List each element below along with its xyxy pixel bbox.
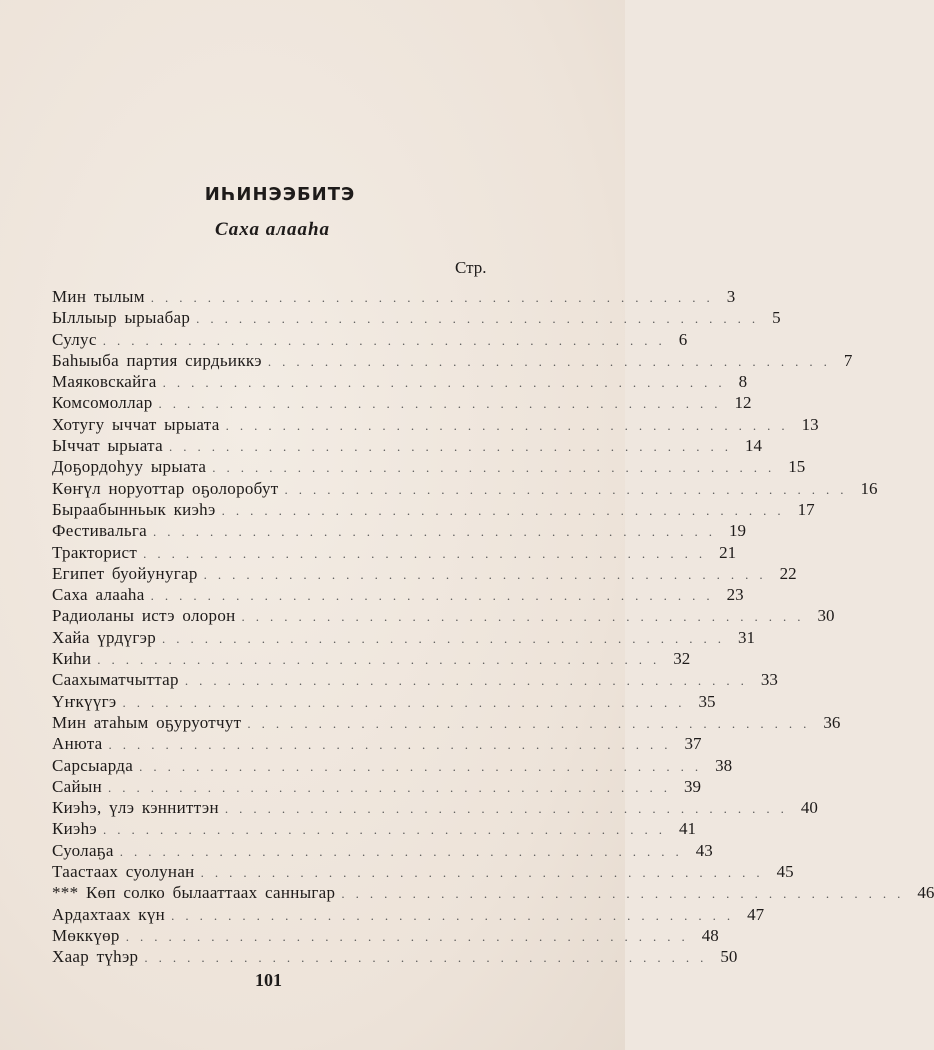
- toc-entry-page: 32: [673, 649, 691, 669]
- toc-entry: [52, 371, 748, 392]
- toc-entry-page: 8: [738, 372, 748, 392]
- toc-entry: [52, 712, 841, 733]
- toc-entry-title: Хайа үрдүгэр: [52, 627, 157, 647]
- dot-leader: ........................................: [200, 865, 771, 881]
- toc-entry-page: 17: [797, 499, 815, 519]
- toc-entry: [52, 904, 765, 925]
- toc-entry-page: 37: [684, 734, 702, 754]
- toc-entry-title: Маяковскайга: [52, 372, 157, 392]
- toc-entry: [52, 946, 738, 967]
- toc-entry-title: Фестивальга: [52, 521, 148, 541]
- dot-leader: ........................................: [125, 928, 696, 944]
- toc-entry-title: Баһыыба партия сирдьиккэ: [52, 350, 262, 370]
- dot-leader: ........................................: [108, 737, 679, 753]
- toc-entry: [52, 648, 691, 669]
- contents-heading: ИҺИНЭЭБИТЭ: [204, 184, 356, 205]
- dot-leader: ........................................: [162, 375, 733, 391]
- dot-leader: ........................................: [196, 311, 767, 327]
- toc-entry-title: Киһи: [52, 649, 92, 669]
- toc-entry-page: 31: [738, 627, 756, 647]
- toc-entry-title: Сайын: [52, 776, 103, 796]
- toc-entry-title: Анюта: [52, 734, 103, 754]
- toc-entry-page: 21: [719, 542, 737, 562]
- dot-leader: ........................................: [144, 950, 715, 966]
- dot-leader: ........................................: [119, 843, 690, 859]
- toc-entry: [52, 520, 747, 541]
- toc-entry-title: Египет буойунугар: [52, 563, 198, 583]
- toc-entry-title: Киэһэ: [52, 819, 98, 839]
- dot-leader: ........................................: [203, 566, 774, 582]
- toc-entry-page: 7: [843, 350, 853, 370]
- toc-entry-title: *** Көп солко былааттаах санныгар: [52, 883, 336, 903]
- toc-entry-title: Үҥкүүгэ: [52, 691, 117, 711]
- toc-entry-title: Мин тылым: [52, 287, 145, 306]
- dot-leader: ........................................: [150, 588, 721, 604]
- dot-leader: ........................................: [139, 758, 710, 774]
- toc-entry: [52, 818, 697, 839]
- dot-leader: ........................................: [122, 694, 693, 710]
- toc-entry-title: Суолаҕа: [52, 840, 114, 860]
- dot-leader: ........................................: [150, 290, 721, 305]
- toc-entry-title: Көҥүл норуоттар оҕолоробут: [52, 478, 279, 498]
- toc-entry: [52, 542, 737, 563]
- toc-entry: [52, 755, 733, 776]
- dot-leader: ........................................: [224, 801, 795, 817]
- dot-leader: ........................................: [158, 396, 729, 412]
- dot-leader: ........................................: [241, 609, 812, 625]
- toc-entry-page: 12: [734, 393, 752, 413]
- toc-entry-page: 38: [715, 755, 733, 775]
- page-number: 101: [255, 970, 282, 990]
- toc-entry: [52, 840, 713, 861]
- toc-entry: [52, 797, 818, 818]
- toc-entry: [52, 456, 806, 477]
- toc-entry: [52, 563, 797, 584]
- page-column-header: Стр.: [455, 258, 487, 277]
- dot-leader: ........................................: [143, 545, 714, 561]
- section-title: Саха алааһа: [214, 219, 331, 240]
- toc-entry-page: 41: [679, 819, 697, 839]
- dot-leader: ........................................: [247, 715, 818, 731]
- toc-entry: [52, 499, 815, 520]
- toc-entry-page: 13: [801, 414, 819, 434]
- toc-entry: [52, 307, 781, 328]
- table-of-contents: [52, 286, 934, 968]
- toc-entry-page: 6: [678, 329, 688, 349]
- dot-leader: ........................................: [102, 332, 673, 348]
- dot-leader: ........................................: [212, 460, 783, 476]
- toc-entry: [52, 882, 934, 903]
- toc-entry-page: 36: [823, 712, 841, 732]
- toc-entry: [52, 435, 762, 456]
- toc-entry: [52, 925, 719, 946]
- dot-leader: ........................................: [103, 822, 674, 838]
- dot-leader: ........................................: [153, 524, 724, 540]
- toc-entry-title: Сарсыарда: [52, 755, 134, 775]
- dot-leader: ........................................: [184, 673, 755, 689]
- toc-entry-title: Доҕордоһуу ырыата: [52, 457, 207, 477]
- toc-entry-title: Мөккүөр: [52, 925, 120, 945]
- toc-entry-page: 43: [695, 840, 713, 860]
- toc-entry-page: 16: [860, 478, 878, 498]
- toc-entry-page: 19: [729, 521, 747, 541]
- dot-leader: ........................................: [225, 417, 796, 433]
- toc-entry: [52, 733, 702, 754]
- toc-entry-page: 14: [744, 436, 762, 456]
- toc-entry-title: Саха алааһа: [52, 585, 145, 605]
- toc-entry-page: 45: [776, 862, 794, 882]
- dot-leader: ........................................: [97, 652, 668, 668]
- toc-entry-page: 15: [788, 457, 806, 477]
- toc-entry: [52, 861, 794, 882]
- toc-entry-title: Саахыматчыттар: [52, 670, 179, 690]
- toc-entry-page: 48: [701, 925, 719, 945]
- dot-leader: ........................................: [171, 907, 742, 923]
- toc-entry: [52, 414, 819, 435]
- toc-entry-page: 3: [726, 287, 736, 306]
- dot-leader: ........................................: [284, 481, 855, 497]
- toc-entry: [52, 776, 702, 797]
- toc-entry-title: Ардахтаах күн: [52, 904, 166, 924]
- toc-entry-page: 33: [760, 670, 778, 690]
- toc-entry: [52, 392, 752, 413]
- toc-entry-title: Хаар түһэр: [52, 947, 139, 967]
- toc-entry-page: 50: [720, 947, 738, 967]
- toc-entry-page: 23: [726, 585, 744, 605]
- toc-entry-page: 30: [817, 606, 835, 626]
- toc-entry: [52, 478, 878, 499]
- toc-entry: [52, 329, 688, 350]
- dot-leader: ........................................: [108, 779, 679, 795]
- toc-entry: [52, 584, 744, 605]
- dot-leader: ........................................: [267, 353, 838, 369]
- toc-entry-title: Мин атаһым оҕуруотчут: [52, 712, 242, 732]
- toc-entry-title: Ыллыыр ырыабар: [52, 308, 191, 328]
- toc-entry-page: 35: [698, 691, 716, 711]
- toc-entry-title: Тракторист: [52, 542, 138, 562]
- dot-leader: ........................................: [168, 439, 739, 455]
- toc-entry-page: 22: [779, 563, 797, 583]
- toc-entry: [52, 605, 835, 626]
- dot-leader: ........................................: [162, 630, 733, 646]
- toc-entry-title: Киэһэ, үлэ кэнниттэн: [52, 798, 219, 818]
- toc-entry-title: Радиоланы истэ олорон: [52, 606, 236, 626]
- toc-entry-title: Таастаах суолунан: [52, 862, 195, 882]
- toc-entry-title: Сулус: [52, 329, 97, 349]
- toc-entry-page: 39: [684, 776, 702, 796]
- toc-entry-title: Ыччат ырыата: [52, 436, 163, 456]
- toc-entry-page: 46: [917, 883, 934, 903]
- toc-entry-title: Хотугу ыччат ырыата: [52, 414, 220, 434]
- toc-entry: [52, 350, 853, 371]
- toc-entry: [52, 669, 778, 690]
- toc-entry: [52, 286, 736, 307]
- toc-entry-title: Комсомоллар: [52, 393, 153, 413]
- dot-leader: ........................................: [341, 886, 912, 902]
- toc-entry-page: 5: [772, 308, 781, 328]
- toc-entry-page: 40: [800, 798, 818, 818]
- toc-entry: [52, 691, 716, 712]
- toc-entry-title: Быраабынньык киэһэ: [52, 499, 216, 519]
- dot-leader: ........................................: [221, 502, 792, 518]
- toc-entry-page: 47: [747, 904, 765, 924]
- toc-entry: [52, 627, 756, 648]
